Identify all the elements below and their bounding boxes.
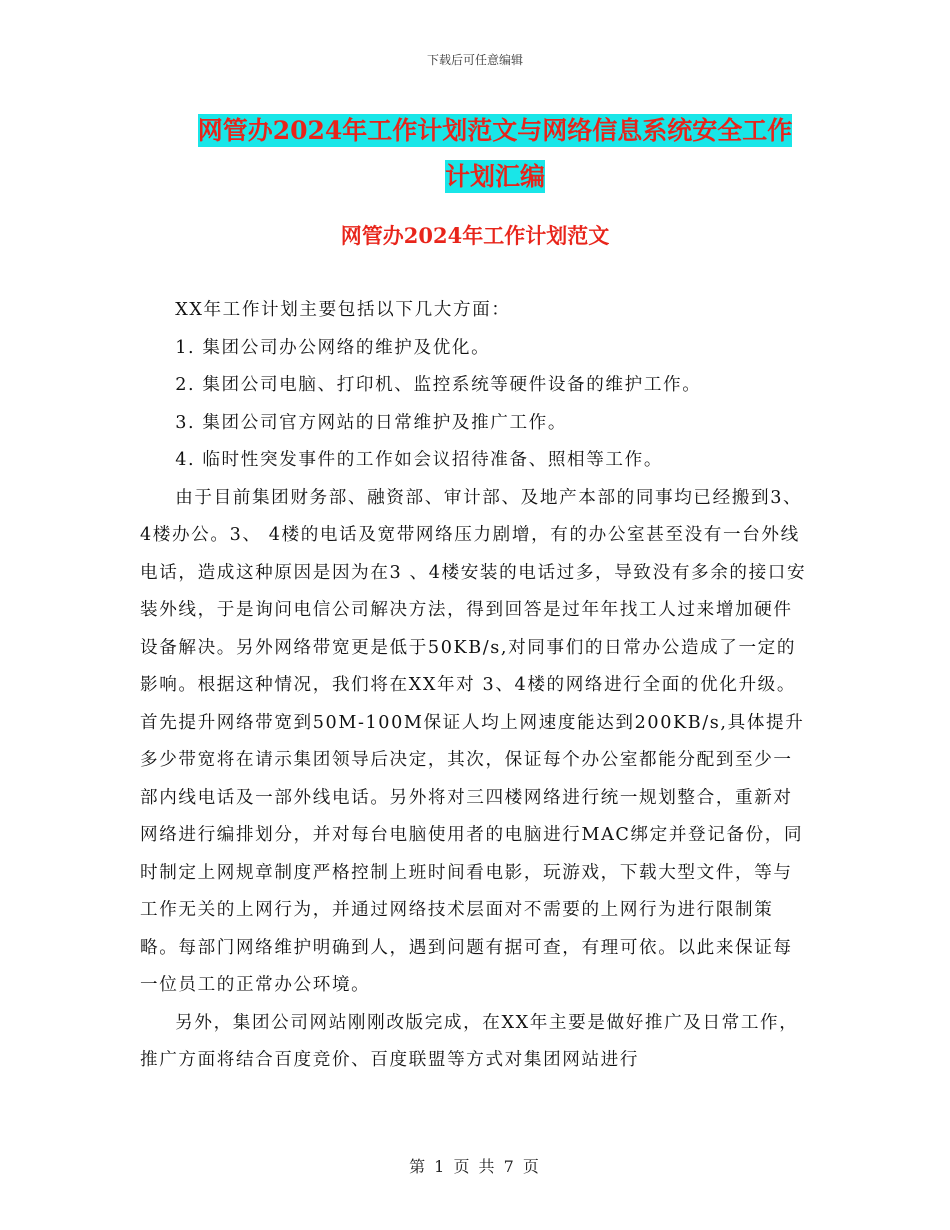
body-paragraph: 另外，集团公司网站刚刚改版完成，在XX年主要是做好推广及日常工作，推广方面将结合百度竞价、百度联盟等方式对集团网站进行	[140, 1012, 799, 1070]
page-footer-number: 第 1 页 共 7 页	[409, 1157, 541, 1176]
intro-paragraph: XX年工作计划主要包括以下几大方面：	[175, 300, 511, 320]
body-paragraph: 由于目前集团财务部、融资部、审计部、及地产本部的同事均已经搬到3、 4楼办公。3、 4楼的电话及宽带网络压力剧增，有的办公室甚至没有一台外线电话，造成这种原因是因为在3 、4楼安装的电话过多，导致没有多余的接口安装外线，于是询问电信公司解决方法，得到回答是过年年找工人过来增加硬件设备解决。另外网络带宽更是低于50KB/s,对同事们的日常办公造成了一定的影响。根据这种情况，我们将在XX年对 3、4楼的网络进行全面的优化升级。首先提升网络带宽到50M-100M保证人均上网速度能达到200KB/s,具体提升多少带宽将在请示集团领导后决定，其次，保证每个办公室都能分配到至少一部内线电话及一部外线电话。另外将对三四楼网络进行统一规划整合，重新对网络进行编排划分，并对每台电脑使用者的电脑进行MAC绑定并登记备份，同时制定上网规章制度严格控制上班时间看电影，玩游戏，下载大型文件，等与工作无关的上网行为，并通过网络技术层面对不需要的上网行为进行限制策略。每部门网络维护明确到人，遇到问题有据可查，有理可依。以此来保证每一位员工的正常办公环境。	[140, 487, 807, 995]
section-title: 网管办2024年工作计划范文	[340, 223, 610, 248]
list-item: 3. 集团公司官方网站的日常维护及推广工作。	[175, 412, 568, 433]
list-item: 4. 临时性突发事件的工作如会议招待准备、照相等工作。	[175, 450, 664, 470]
list-item: 1. 集团公司办公网络的维护及优化。	[175, 337, 491, 358]
document-body	[140, 292, 810, 1080]
document-title-line2: 计划汇编	[444, 162, 545, 191]
page-header-note: 下载后可任意编辑	[426, 53, 523, 67]
document-title-line1: 网管办2024年工作计划范文与网络信息系统安全工作	[197, 116, 793, 145]
list-item: 2. 集团公司电脑、打印机、监控系统等硬件设备的维护工作。	[175, 375, 702, 395]
document-title	[170, 108, 820, 200]
